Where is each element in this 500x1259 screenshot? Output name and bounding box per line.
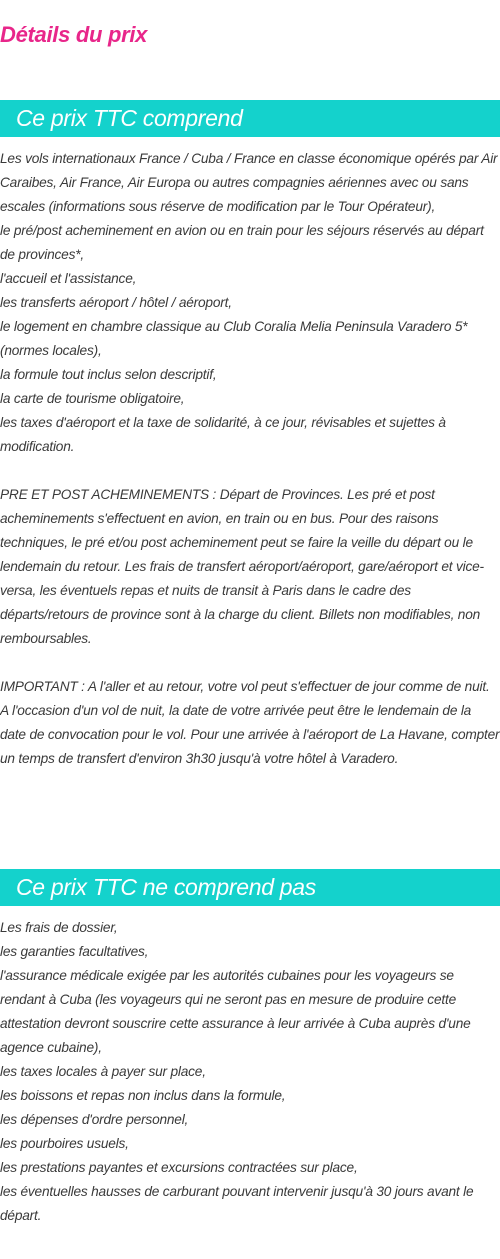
excluded-section-body [0,916,500,1228]
included-item: le logement en chambre classique au Club Coralia Melia Peninsula Varadero 5* (normes locales), [0,319,468,358]
excluded-item: les boissons et repas non inclus dans la formule, [0,1088,286,1103]
included-item: les transferts aéroport / hôtel / aéroport, [0,295,232,310]
included-item: la formule tout inclus selon descriptif, [0,367,217,382]
included-item: les taxes d'aéroport et la taxe de solidarité, à ce jour, révisables et sujettes à modification. [0,415,446,454]
included-item: l'accueil et l'assistance, [0,271,137,286]
paragraph-spacer [0,459,500,483]
included-item: Les vols internationaux France / Cuba / France en classe économique opérés par Air Caraibes, Air France, Air Europa ou autres compagnies aériennes avec ou sans escales (informations sous réserve de modification par le Tour Opérateur), [0,151,498,214]
excluded-item: les pourboires usuels, [0,1136,129,1151]
excluded-item: les garanties facultatives, [0,944,149,959]
excluded-item: Les frais de dossier, [0,920,118,935]
excluded-section-header: Ce prix TTC ne comprend pas [0,869,500,906]
important-note: IMPORTANT : A l'aller et au retour, votre vol peut s'effectuer de jour comme de nuit. A l'occasion d'un vol de nuit, la date de votre arrivée peut être le lendemain de la date de convocation pour le vol. Pour une arrivée à l'aéroport de La Havane, compter un temps de transfert d'environ 3h30 jusqu'à votre hôtel à Varadero. [0,679,500,766]
excluded-item: les prestations payantes et excursions contractées sur place, [0,1160,358,1175]
excluded-item: l'assurance médicale exigée par les autorités cubaines pour les voyageurs se rendant à Cuba (les voyageurs qui ne seront pas en mesure de produire cette attestation devront souscrire cette assurance à leur arrivée à Cuba auprès d'une agence cubaine), [0,968,471,1055]
excluded-item: les dépenses d'ordre personnel, [0,1112,189,1127]
page-title: Détails du prix [0,22,148,47]
pre-post-note: PRE ET POST ACHEMINEMENTS : Départ de Provinces. Les pré et post acheminements s'effectuent en avion, en train ou en bus. Pour des raisons techniques, le pré et/ou post acheminement peut se faire la veille du départ ou le lendemain du retour. Les frais de transfert aéroport/aéroport, gare/aéroport et vice-versa, les éventuels repas et nuits de transit à Paris dans le cadre des départs/retours de province sont à la charge du client. Billets non modifiables, non remboursables. [0,487,484,646]
included-item: la carte de tourisme obligatoire, [0,391,185,406]
included-section-body [0,147,500,771]
paragraph-spacer [0,651,500,675]
excluded-item: les éventuelles hausses de carburant pouvant intervenir jusqu'à 30 jours avant le départ. [0,1184,474,1223]
included-section-header: Ce prix TTC comprend [0,100,500,137]
included-item: le pré/post acheminement en avion ou en train pour les séjours réservés au départ de provinces*, [0,223,484,262]
excluded-item: les taxes locales à payer sur place, [0,1064,206,1079]
